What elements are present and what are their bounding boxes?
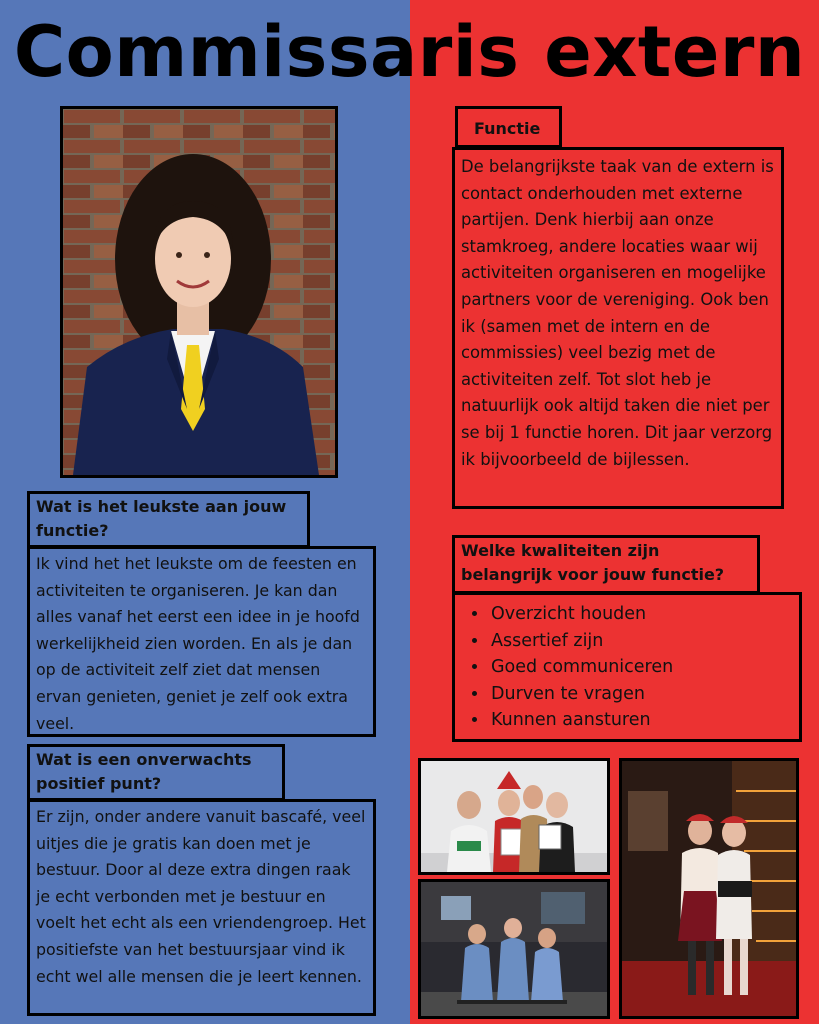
- portrait-photo: [60, 106, 338, 478]
- list-item: • Overzicht houden: [489, 601, 799, 628]
- party-photo: [619, 758, 799, 1019]
- list-item: • Kunnen aansturen: [489, 707, 799, 734]
- group-photo-2: [418, 879, 610, 1019]
- list-item: • Durven te vragen: [489, 681, 799, 708]
- group-photo-1: [418, 758, 610, 875]
- leukste-text: Ik vind het het leukste om de feesten en activiteiten te organiseren. Je kan dan alles vanaf het eerst een idee in je hoofd werkelijkheid zien worden. En als je dan op de activiteit zelf ziet dat mensen ervan genieten, geniet je zelf ook extra veel.: [27, 546, 376, 737]
- list-item: • Assertief zijn: [489, 628, 799, 655]
- list-item: • Goed communiceren: [489, 654, 799, 681]
- kwaliteiten-heading: Welke kwaliteiten zijn belangrijk voor jouw functie?: [452, 535, 760, 594]
- onverwacht-text: Er zijn, onder andere vanuit bascafé, veel uitjes die je gratis kan doen met je bestuur. Door al deze extra dingen raak je echt verbonden met je bestuur en voelt het echt als een vriendengroep. Het positiefste van het bestuursjaar vind ik echt wel alle mensen die je leert kennen.: [27, 799, 376, 1016]
- leukste-heading: Wat is het leukste aan jouw functie?: [27, 491, 310, 548]
- onverwacht-heading: Wat is een onverwachts positief punt?: [27, 744, 285, 801]
- functie-text: De belangrijkste taak van de extern is contact onderhouden met externe partijen. Denk hierbij aan onze stamkroeg, andere locaties waar wij activiteiten organiseren en mogelijke partners voor de vereniging. Ook ben ik (samen met de intern en de commissies) veel bezig met de activiteiten zelf. Tot slot heb je natuurlijk ook altijd taken die niet per se bij 1 functie horen. Dit jaar verzorg ik bijvoorbeeld de bijlessen.: [452, 147, 784, 509]
- kwaliteiten-list: [452, 592, 802, 742]
- page-title: Commissaris extern: [13, 11, 806, 93]
- functie-heading: Functie: [455, 106, 562, 148]
